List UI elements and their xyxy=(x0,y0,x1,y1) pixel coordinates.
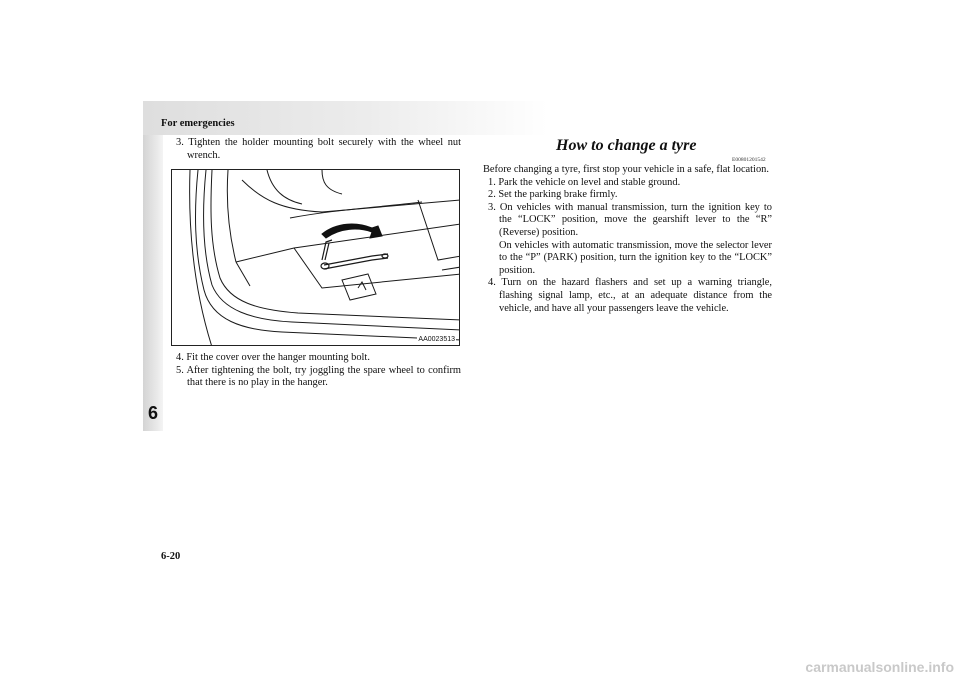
right-column xyxy=(483,164,772,315)
page-number: 6-20 xyxy=(161,551,181,562)
tyre-step-3-automatic: On vehicles with automatic transmission, move the selector lever to the “P” (PARK) position, turn the ignition key to the “LOCK” position. xyxy=(499,239,772,276)
step-4-text: 4. Fit the cover over the hanger mounting bolt. xyxy=(176,352,370,363)
wrench-tightening-figure xyxy=(171,169,460,346)
watermark-text: carmanualsonline.info xyxy=(805,659,954,675)
trunk-illustration xyxy=(172,170,460,346)
left-column-bottom xyxy=(171,352,461,390)
chapter-side-tab xyxy=(143,135,163,431)
chapter-number: 6 xyxy=(147,403,158,423)
section-code: E00801201542 xyxy=(732,157,766,163)
tyre-step-3: 3. On vehicles with manual transmission, turn the ignition key to the “LOCK” position, move the gearshift lever to the “R” (Reverse) position. xyxy=(488,201,772,238)
figure-code-label: AA0023513 xyxy=(418,336,455,343)
step-5-text: 5. After tightening the bolt, try joggling the spare wheel to confirm that there is no play in the hanger. xyxy=(176,364,461,389)
left-column-top xyxy=(171,137,461,162)
step-3-text: 3. Tighten the holder mounting bolt securely with the wheel nut wrench. xyxy=(176,137,461,161)
tyre-step-1: 1. Park the vehicle on level and stable ground. xyxy=(488,176,681,188)
intro-paragraph: Before changing a tyre, first stop your vehicle in a safe, flat location. xyxy=(483,164,769,175)
tyre-step-4: 4. Turn on the hazard flashers and set up a warning triangle, flashing signal lamp, etc., at an adequate distance from the vehicle, and have all your passengers leave the vehicle. xyxy=(488,277,772,314)
section-title: How to change a tyre xyxy=(556,137,697,154)
page-header-title: For emergencies xyxy=(161,118,235,129)
tyre-step-2: 2. Set the parking brake firmly. xyxy=(488,189,618,201)
